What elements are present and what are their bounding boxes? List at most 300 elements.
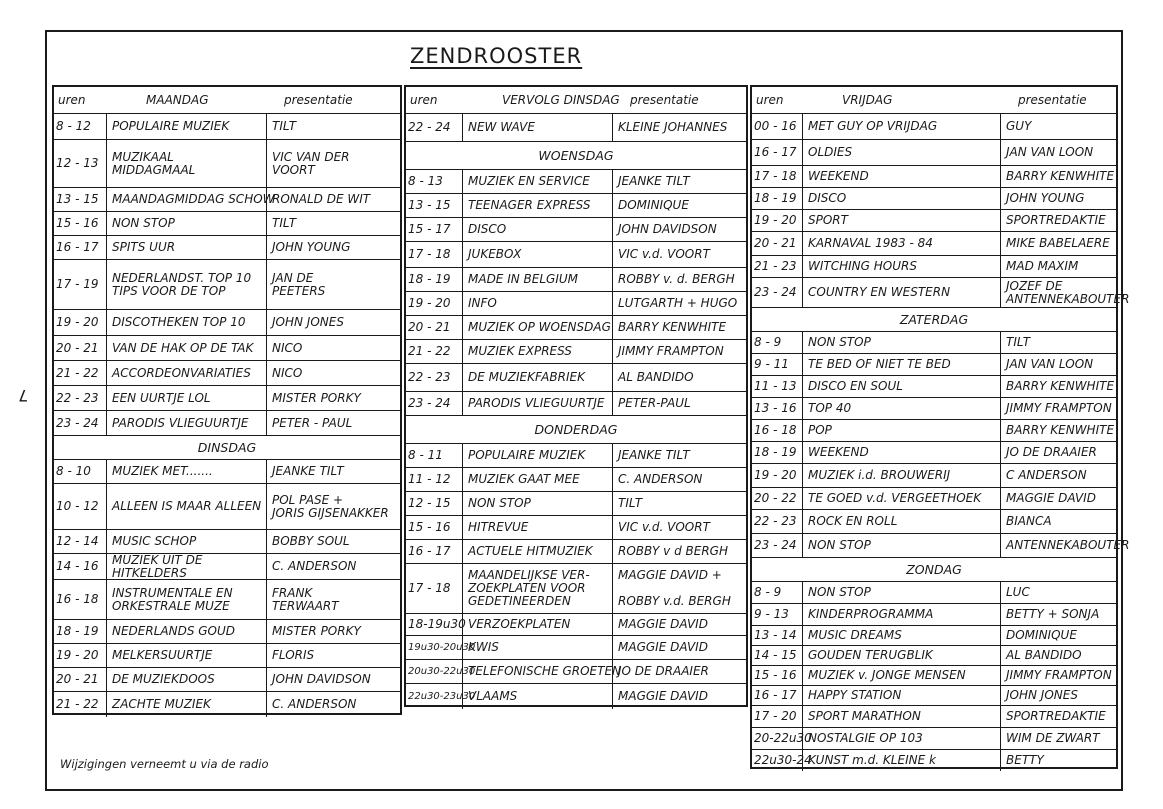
- presenter-name: [612, 660, 746, 683]
- presenter-name: [612, 684, 746, 709]
- time-slot: 19u30-20u30: [408, 642, 476, 653]
- program-name: [462, 170, 610, 193]
- program-line: GOUDEN TERUGBLIK: [808, 648, 933, 662]
- presenter-line: JAN DE: [272, 270, 314, 285]
- presenter-name: [612, 468, 746, 491]
- program-line: NOSTALGIE OP 103: [808, 731, 923, 745]
- program-line: MET GUY OP VRIJDAG: [808, 119, 938, 133]
- program-line: TIPS VOOR DE TOP: [112, 283, 226, 298]
- presenter-name: [612, 242, 746, 267]
- program-name: [802, 706, 998, 727]
- program-name: [802, 114, 998, 139]
- program-name: [106, 411, 264, 435]
- program-name: [462, 564, 610, 613]
- program-name: [462, 684, 610, 709]
- presenter-line: JAN VAN LOON: [1006, 145, 1094, 159]
- presenter-name: [266, 114, 400, 139]
- program-line: VLAAMS: [468, 689, 518, 703]
- schedule-row: [752, 353, 1116, 375]
- presenter-line: NICO: [272, 365, 303, 380]
- time-slot: 16 - 17: [56, 240, 99, 254]
- program-line: HITREVUE: [468, 520, 529, 534]
- program-name: [462, 218, 610, 241]
- program-name: [802, 278, 998, 307]
- presenter-line: MAGGIE DAVID: [618, 640, 708, 654]
- time-slot: 19 - 20: [754, 468, 797, 482]
- program-name: [802, 354, 998, 375]
- time-divider: [462, 113, 463, 141]
- program-name: [106, 140, 264, 187]
- program-line: TE GOED v.d. VERGEETHOEK: [808, 491, 982, 505]
- schedule-row: [406, 267, 746, 291]
- time-divider: [802, 331, 803, 557]
- program-line: ZACHTE MUZIEK: [112, 697, 211, 711]
- time-slot: 8 - 11: [408, 448, 443, 462]
- presenter-divider: [1000, 581, 1001, 771]
- program-name: [106, 460, 264, 483]
- presenter-line: VOORT: [272, 162, 315, 177]
- schedule-row: [752, 113, 1116, 139]
- time-slot: 17 - 18: [408, 247, 451, 261]
- time-slot: 23 - 24: [408, 396, 451, 410]
- program-name: [462, 444, 610, 467]
- schedule-row: [406, 241, 746, 267]
- program-line: VAN DE HAK OP DE TAK: [112, 340, 254, 355]
- program-name: [802, 140, 998, 165]
- footer-note: Wijzigingen verneemt u via de radio: [60, 757, 269, 771]
- time-slot: 23 - 24: [56, 415, 99, 430]
- time-slot: 15 - 16: [56, 216, 99, 230]
- program-line: ORKESTRALE MUZE: [112, 598, 230, 613]
- presenter-line: PEETERS: [272, 283, 326, 298]
- table-header: [54, 87, 400, 113]
- program-name: [106, 361, 264, 385]
- program-line: DISCO EN SOUL: [808, 379, 903, 393]
- page-number: 7: [18, 386, 29, 405]
- program-line: SPORT MARATHON: [808, 709, 921, 723]
- program-line: MAANDAGMIDDAG SCHOW: [112, 192, 275, 206]
- schedule-row: [406, 635, 746, 659]
- day-section-title: [406, 141, 746, 169]
- time-divider: [462, 443, 463, 709]
- time-slot: 16 - 17: [754, 688, 797, 702]
- presenter-line: BOBBY SOUL: [272, 534, 350, 548]
- time-slot: 20 - 21: [56, 340, 99, 355]
- presenter-line: AL BANDIDO: [1006, 648, 1082, 662]
- program-line: POP: [808, 423, 832, 437]
- program-line: KWIS: [468, 640, 499, 654]
- header-presentatie: presentatie: [1018, 93, 1087, 107]
- presenter-line: MISTER PORKY: [272, 624, 361, 638]
- presenter-line: JOHN JONES: [272, 315, 344, 329]
- schedule-row: [752, 441, 1116, 463]
- presenter-name: [266, 140, 400, 187]
- program-line: OLDIES: [808, 145, 853, 159]
- program-name: [462, 540, 610, 563]
- program-line: KINDERPROGRAMMA: [808, 607, 934, 621]
- schedule-row: [406, 169, 746, 193]
- presenter-name: [266, 460, 400, 483]
- presenter-name: [612, 268, 746, 291]
- presenter-name: [1000, 232, 1116, 255]
- program-line: KARNAVAL 1983 - 84: [808, 236, 933, 250]
- time-slot: 18 - 19: [754, 445, 797, 459]
- time-slot: 20-22u30: [754, 731, 812, 745]
- schedule-row: [752, 487, 1116, 509]
- schedule-row: [752, 665, 1116, 685]
- program-line: HITKELDERS: [112, 565, 187, 580]
- presenter-name: [1000, 750, 1116, 771]
- schedule-row: [752, 187, 1116, 209]
- time-slot: 17 - 18: [754, 169, 797, 183]
- time-slot: 21 - 22: [408, 344, 451, 358]
- schedule-row: [752, 277, 1130, 307]
- program-line: ACTUELE HITMUZIEK: [468, 544, 593, 558]
- program-line: NON STOP: [112, 216, 175, 230]
- time-slot: 16 - 18: [56, 592, 99, 606]
- presenter-name: [1000, 604, 1116, 625]
- presenter-name: [1000, 166, 1116, 187]
- program-line: MUZIEK OP WOENSDAG: [468, 320, 611, 334]
- time-slot: 15 - 17: [408, 222, 451, 236]
- time-slot: 11 - 12: [408, 472, 451, 486]
- time-slot: 20 - 21: [56, 672, 99, 686]
- presenter-line: PETER - PAUL: [272, 415, 353, 430]
- program-name: [802, 666, 998, 685]
- presenter-line: JOHN DAVIDSON: [272, 672, 371, 686]
- time-slot: 13 - 15: [408, 198, 451, 212]
- presenter-line: TILT: [618, 496, 643, 510]
- program-line: MIDDAGMAAL: [112, 162, 196, 177]
- program-line: PARODIS VLIEGUURTJE: [112, 415, 249, 430]
- program-line: MUZIEK EN SERVICE: [468, 174, 590, 188]
- program-line: SPITS UUR: [112, 240, 176, 254]
- program-name: [106, 260, 264, 309]
- time-slot: 8 - 9: [754, 585, 782, 599]
- program-line: VERZOEKPLATEN: [468, 617, 571, 631]
- header-day: VERVOLG DINSDAG: [502, 93, 620, 107]
- presenter-name: [612, 194, 746, 217]
- program-name: [462, 292, 610, 315]
- program-line: DISCOTHEKEN TOP 10: [112, 315, 246, 329]
- program-name: [462, 392, 610, 415]
- presenter-line: MAD MAXIM: [1006, 259, 1079, 273]
- program-line: WEEKEND: [808, 169, 869, 183]
- presenter-line: C. ANDERSON: [618, 472, 703, 486]
- time-slot: 21 - 22: [56, 365, 99, 380]
- presenter-name: [612, 444, 746, 467]
- program-line: MUZIEK v. JONGE MENSEN: [808, 668, 966, 682]
- time-slot: 18 - 19: [408, 272, 451, 286]
- schedule-row: [752, 231, 1116, 255]
- program-line: TE BED OF NIET TE BED: [808, 357, 951, 371]
- day-section-title: [752, 557, 1116, 581]
- table-header: [406, 87, 746, 113]
- presenter-line: BARRY KENWHITE: [618, 320, 727, 334]
- program-line: MAANDELIJKSE VER-: [468, 568, 590, 582]
- day-name: WOENSDAG: [538, 148, 614, 163]
- program-name: [106, 310, 264, 335]
- presenter-line: TILT: [1006, 335, 1031, 349]
- program-name: [802, 582, 998, 603]
- program-line: SPORT: [808, 213, 848, 227]
- schedule-row: [752, 375, 1116, 397]
- schedule-row: [752, 255, 1116, 277]
- program-line: NEDERLANDS GOUD: [112, 624, 236, 638]
- presenter-divider: [612, 169, 613, 415]
- time-slot: 20 - 21: [408, 320, 451, 334]
- presenter-name: [266, 668, 400, 691]
- program-name: [802, 398, 998, 419]
- program-name: [802, 604, 998, 625]
- program-line: WEEKEND: [808, 445, 869, 459]
- program-name: [462, 242, 610, 267]
- program-line: TOP 40: [808, 401, 852, 415]
- schedule-row: [406, 683, 746, 709]
- presenter-line: JEANKE TILT: [272, 464, 344, 478]
- program-name: [106, 644, 264, 667]
- time-slot: 17 - 18: [408, 581, 451, 595]
- program-name: [106, 692, 264, 717]
- presenter-name: [612, 340, 746, 363]
- program-line: POPULAIRE MUZIEK: [112, 119, 230, 133]
- program-name: [802, 210, 998, 231]
- presenter-line: AL BANDIDO: [618, 370, 694, 384]
- time-divider: [462, 169, 463, 415]
- time-slot: 23 - 24: [754, 538, 797, 552]
- presenter-divider: [266, 113, 267, 435]
- presenter-line: FLORIS: [272, 648, 315, 662]
- schedule-row: [406, 563, 746, 613]
- program-name: [802, 534, 998, 557]
- program-line: NON STOP: [468, 496, 531, 510]
- header-uren: uren: [756, 93, 784, 107]
- presenter-line: ANTENNEKABOUTER: [1006, 291, 1130, 306]
- presenter-line: DOMINIQUE: [618, 198, 689, 212]
- schedule-row: [752, 685, 1116, 705]
- time-slot: 19 - 20: [56, 648, 99, 662]
- presenter-name: [1000, 666, 1116, 685]
- program-name: [802, 686, 998, 705]
- schedule-row: [752, 331, 1116, 353]
- time-slot: 16 - 18: [754, 423, 797, 437]
- presenter-name: [1000, 464, 1116, 487]
- presenter-name: [266, 310, 400, 335]
- time-slot: 12 - 15: [408, 496, 451, 510]
- schedule-table: [750, 85, 1130, 769]
- presenter-line: BARRY KENWHITE: [1006, 169, 1115, 183]
- time-slot: 17 - 20: [754, 709, 797, 723]
- program-name: [462, 194, 610, 217]
- program-name: [106, 336, 264, 360]
- presenter-name: [266, 336, 400, 360]
- schedule-row: [406, 391, 746, 415]
- time-slot: 14 - 15: [754, 648, 797, 662]
- presenter-line: JIMMY FRAMPTON: [1006, 668, 1112, 682]
- program-line: NON STOP: [808, 538, 871, 552]
- time-slot: 18 - 19: [56, 624, 99, 638]
- program-name: [462, 516, 610, 539]
- program-line: ZOEKPLATEN VOOR: [468, 581, 586, 595]
- time-slot: 20 - 22: [754, 491, 797, 505]
- presenter-name: [612, 492, 746, 515]
- presenter-name: [266, 411, 400, 435]
- program-line: MADE IN BELGIUM: [468, 272, 579, 286]
- program-name: [106, 212, 264, 235]
- program-name: [802, 420, 998, 441]
- schedule-row: [406, 291, 746, 315]
- presenter-line: RONALD DE WIT: [272, 192, 371, 206]
- presenter-line: SPORTREDAKTIE: [1006, 709, 1106, 723]
- presenter-line: VIC v.d. VOORT: [618, 247, 710, 261]
- presenter-name: [266, 188, 400, 211]
- program-line: MELKERSUURTJE: [112, 648, 213, 662]
- program-name: [802, 510, 998, 533]
- time-slot: 13 - 16: [754, 401, 797, 415]
- program-line: MUZIEK EXPRESS: [468, 344, 572, 358]
- presenter-name: [612, 614, 746, 635]
- schedule-row: [752, 139, 1116, 165]
- presenter-line: KLEINE JOHANNES: [618, 120, 728, 134]
- presenter-divider: [1000, 113, 1001, 307]
- program-line: DISCO: [468, 222, 507, 236]
- time-divider: [802, 113, 803, 307]
- presenter-name: [612, 218, 746, 241]
- program-line: POPULAIRE MUZIEK: [468, 448, 586, 462]
- presenter-name: [266, 212, 400, 235]
- program-line: MUZIKAAL: [112, 149, 174, 164]
- presenter-name: [266, 236, 400, 259]
- presenter-name: [612, 364, 746, 391]
- program-line: MUZIEK GAAT MEE: [468, 472, 580, 486]
- program-name: [802, 488, 998, 509]
- day-name: ZONDAG: [906, 562, 962, 577]
- time-divider: [802, 581, 803, 771]
- schedule-row: [752, 165, 1116, 187]
- program-name: [106, 668, 264, 691]
- presenter-line: BETTY: [1006, 753, 1044, 767]
- program-line: MUZIEK UIT DE: [112, 552, 203, 567]
- program-line: INSTRUMENTALE EN: [112, 585, 233, 600]
- presenter-line: JOHN YOUNG: [1006, 191, 1085, 205]
- program-line: ALLEEN IS MAAR ALLEEN: [112, 499, 262, 513]
- program-name: [462, 316, 610, 339]
- presenter-line: JIMMY FRAMPTON: [618, 344, 724, 358]
- program-name: [802, 464, 998, 487]
- program-name: [462, 468, 610, 491]
- presenter-name: [612, 540, 746, 563]
- program-name: [106, 188, 275, 211]
- presenter-name: [612, 636, 746, 659]
- presenter-line: TILT: [272, 216, 297, 230]
- program-name: [462, 268, 610, 291]
- time-slot: 18 - 19: [754, 191, 797, 205]
- presenter-line: SPORTREDAKTIE: [1006, 213, 1106, 227]
- time-slot: 13 - 14: [754, 628, 797, 642]
- presenter-name: [1000, 626, 1116, 645]
- program-line: PARODIS VLIEGUURTJE: [468, 396, 605, 410]
- program-name: [802, 256, 998, 277]
- program-name: [802, 626, 998, 645]
- schedule-row: [406, 443, 746, 467]
- presenter-line: JOZEF DE: [1006, 278, 1063, 293]
- day-name: DONDERDAG: [534, 422, 618, 437]
- time-slot: 19 - 20: [408, 296, 451, 310]
- time-slot: 18-19u30: [408, 617, 466, 631]
- presenter-name: [266, 260, 400, 309]
- program-line: HAPPY STATION: [808, 688, 902, 702]
- presenter-name: [1000, 210, 1116, 231]
- schedule-row: [752, 463, 1116, 487]
- presenter-line: BARRY KENWHITE: [1006, 379, 1115, 393]
- time-slot: 23 - 24: [754, 285, 797, 299]
- program-name: [462, 114, 610, 141]
- presenter-name: [1000, 420, 1116, 441]
- presenter-name: [266, 620, 400, 643]
- schedule-row: [406, 363, 746, 391]
- presenter-name: [1000, 728, 1116, 749]
- program-name: [802, 166, 998, 187]
- program-line: MUSIC DREAMS: [808, 628, 902, 642]
- schedule-row: [752, 397, 1116, 419]
- presenter-name: [612, 516, 746, 539]
- schedule-row: [406, 315, 746, 339]
- time-slot: 8 - 10: [56, 464, 91, 478]
- presenter-line: BARRY KENWHITE: [1006, 423, 1115, 437]
- schedule-row: [752, 625, 1116, 645]
- program-line: EEN UURTJE LOL: [112, 390, 211, 405]
- time-slot: 15 - 16: [408, 520, 451, 534]
- schedule-row: [406, 467, 746, 491]
- schedule-row: [752, 509, 1116, 533]
- program-name: [802, 750, 998, 771]
- program-name: [802, 728, 998, 749]
- presenter-line: BETTY + SONJA: [1006, 607, 1100, 621]
- presenter-line: C. ANDERSON: [272, 697, 357, 711]
- presenter-line: JEANKE TILT: [618, 448, 690, 462]
- presenter-line: JO DE DRAAIER: [618, 664, 709, 678]
- time-slot: 20u30-22u30: [408, 666, 476, 677]
- time-slot: 8 - 13: [408, 174, 443, 188]
- program-line: COUNTRY EN WESTERN: [808, 285, 951, 299]
- time-slot: 19 - 20: [56, 315, 99, 329]
- program-name: [106, 530, 264, 553]
- schedule-row: [752, 603, 1116, 625]
- schedule-row: [406, 515, 746, 539]
- presenter-name: [266, 386, 400, 410]
- schedule-row: [752, 533, 1130, 557]
- program-line: INFO: [468, 296, 497, 310]
- time-slot: 22 - 23: [56, 390, 99, 405]
- day-name: ZATERDAG: [899, 312, 969, 327]
- program-name: [462, 636, 610, 659]
- presenter-name: [266, 692, 400, 717]
- presenter-line: NICO: [272, 340, 303, 355]
- schedule-row: [752, 727, 1116, 749]
- program-name: [462, 492, 610, 515]
- program-line: GEDETINEERDEN: [468, 594, 571, 608]
- presenter-line: JO DE DRAAIER: [1006, 445, 1097, 459]
- schedule-row: [406, 193, 746, 217]
- presenter-line: POL PASE +: [272, 492, 344, 507]
- presenter-name: [612, 316, 746, 339]
- presenter-name: [1000, 278, 1130, 307]
- time-slot: 22u30-23u30: [408, 691, 476, 702]
- presenter-line: JORIS GIJSENAKKER: [272, 505, 389, 520]
- program-name: [106, 554, 264, 579]
- presenter-line: MIKE BABELAERE: [1006, 236, 1110, 250]
- schedule-row: [752, 705, 1116, 727]
